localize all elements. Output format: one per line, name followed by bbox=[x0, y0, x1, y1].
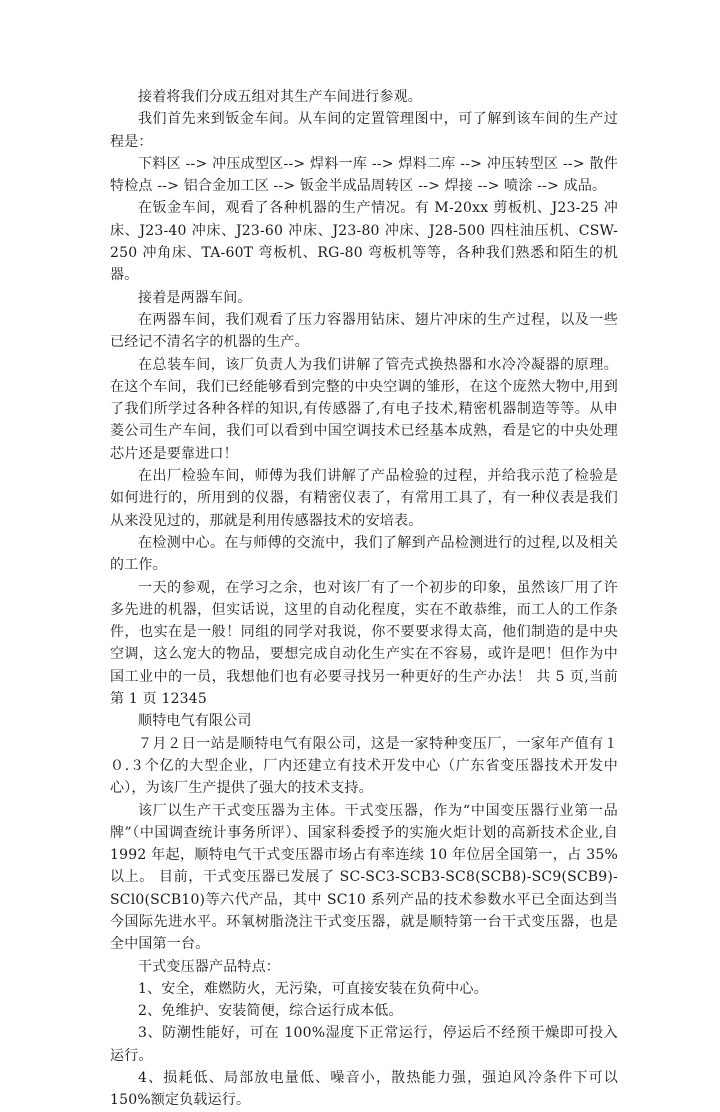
paragraph-machines: 在钣金车间，观看了各种机器的生产情况。有 M-20xx 剪板机、J23-25 冲床、J23-40 冲床、J23-60 冲床、J23-80 冲床、J28-500 四柱油压机、CSW-250 冲角床、TA-60T 弯板机、RG-80 弯板机等等，各种我们熟悉和陌生的机器。 bbox=[110, 200, 618, 284]
paragraph-intro: 接着将我们分成五组对其生产车间进行参观。 bbox=[138, 89, 422, 105]
feature-item-2: 2、免维护、安装简便，综合运行成本低。 bbox=[138, 1003, 403, 1020]
paragraph-transformer-products: 该厂以生产干式变压器为主体。干式变压器，作为“中国变压器行业第一品牌”（中国调查统计事务所评）、国家科委授予的实施火炬计划的高新技术企业,自 1992 年起，顺特电气干式变压器市场占有率连续 10 年位居全国第一，占 35%以上。 目前，干式变压器已发展了 SC-SC3-SCB3-SC8(SCB8)-SC9(SCB9)-SCl0(SCB10)等六代产品，其中 SC10 系列产品的技术参数水平已全面达到当今国际先进水平。环氧树脂浇注干式变压器，就是顺特第一台干式变压器，也是全中国第一台。 bbox=[110, 802, 618, 953]
paragraph-two-device-workshop: 接着是两器车间。 bbox=[138, 289, 252, 306]
paragraph-features-heading: 干式变压器产品特点： bbox=[138, 958, 280, 975]
paragraph-company-intro: ７月２日一站是顺特电气有限公司，这是一家特种变压厂，一家年产值有１０.３个亿的大型企业，厂内还建立有技术开发中心（广东省变压器技术开发中心），为该厂生产提供了强大的技术支持。 bbox=[110, 735, 618, 797]
paragraph-company-title: 顺特电气有限公司 bbox=[138, 713, 252, 730]
paragraph-testing-center: 在检测中心。在与师傅的交流中，我们了解到产品检测进行的过程,以及相关的工作。 bbox=[110, 534, 618, 574]
document-page bbox=[110, 86, 618, 1112]
feature-item-1: 1、安全，难燃防火，无污染，可直接安装在负荷中心。 bbox=[138, 980, 488, 997]
feature-item-3: 3、防潮性能好，可在 100%湿度下正常运行，停运后不经预干燥即可投入运行。 bbox=[110, 1025, 618, 1064]
feature-item-4: 4、损耗低、局部放电量低、噪音小，散热能力强，强迫风冷条件下可以 150%额定负载运行。 bbox=[110, 1070, 618, 1109]
paragraph-summary: 一天的参观，在学习之余，也对该厂有了一个初步的印象，虽然该厂用了许多先进的机器，但实话说，这里的自动化程度，实在不敢恭维，而工人的工作条件，也实在是一般！同组的同学对我说，你不要要求得太高，他们制造的是中央空调，这么宠大的物品，要想完成自动化生产实在不容易，或许是吧！但作为中国工业中的一员，我想他们也有必要寻找另一种更好的生产办法！ 共 5 页,当前第 1 页 12345 bbox=[110, 579, 618, 708]
paragraph-process-flow: 下料区 --> 冲压成型区--> 焊料一库 --> 焊料二库 --> 冲压转型区 --> 散件特检点 --> 铝合金加工区 --> 钣金半成品周转区 --> 焊接 --> 喷涂 --> 成品。 bbox=[110, 155, 618, 195]
paragraph-sheet-metal-workshop: 我们首先来到钣金车间。从车间的定置管理图中，可了解到该车间的生产过程是： bbox=[110, 111, 618, 150]
paragraph-two-device-detail: 在两器车间，我们观看了压力容器用钻床、翅片冲床的生产过程，以及一些已经记不清名字的机器的生产。 bbox=[110, 311, 618, 351]
paragraph-assembly-workshop: 在总装车间，该厂负责人为我们讲解了管壳式换热器和水冷冷凝器的原理。在这个车间，我们已经能够看到完整的中央空调的雏形，在这个庞然大物中,用到了我们所学过各种各样的知识,有传感器了,有电子技术,精密机器制造等等。从申菱公司生产车间，我们可以看到中国空调技术已经基本成熟，看是它的中央处理芯片还是要靠进口！ bbox=[110, 356, 618, 462]
paragraph-inspection-workshop: 在出厂检验车间，师傅为我们讲解了产品检验的过程，并给我示范了检验是如何进行的，所用到的仪器，有精密仪表了，有常用工具了，有一种仪表是我们从来没见过的，那就是利用传感器技术的安培表。 bbox=[110, 468, 618, 529]
